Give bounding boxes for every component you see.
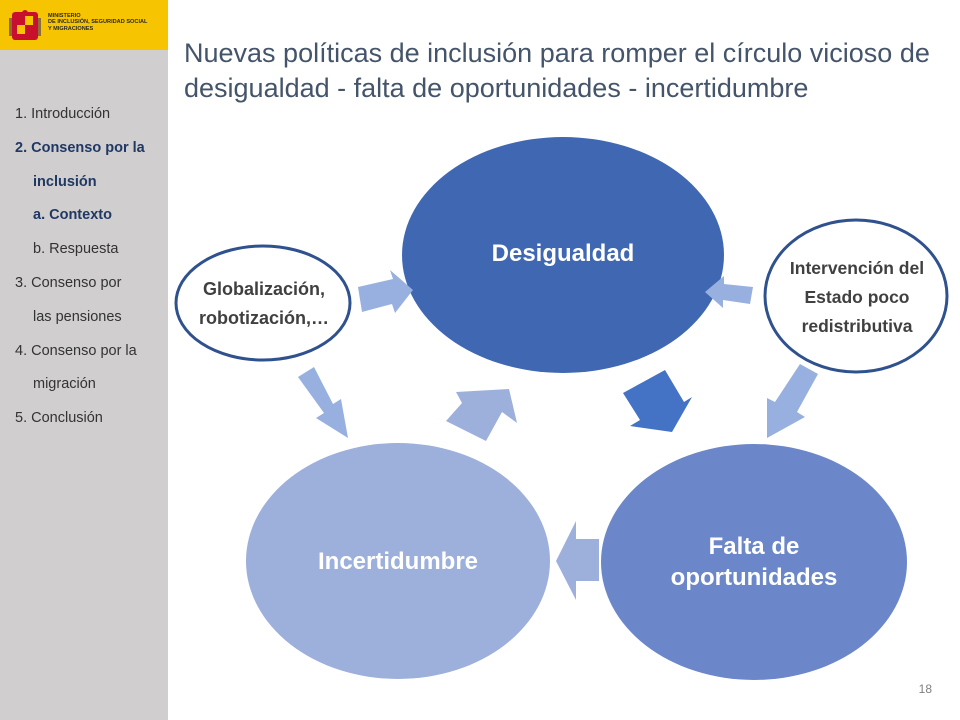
- sidebar-item-consenso-pensiones[interactable]: 3. Consenso por: [15, 274, 122, 291]
- arrow-falta-to-incertidumbre: [556, 521, 599, 600]
- globalizacion-label: Globalización, robotización,…: [199, 279, 329, 328]
- sidebar-item-introduccion[interactable]: 1. Introducción: [15, 106, 111, 122]
- sidebar-item-consenso-inclusion-cont[interactable]: inclusión: [33, 173, 97, 190]
- falta-oportunidades-label: Falta de oportunidades: [670, 533, 838, 591]
- page-number: 18: [918, 682, 932, 696]
- sidebar-item-consenso-migracion-cont[interactable]: migración: [33, 376, 96, 393]
- sidebar-item-conclusion[interactable]: 5. Conclusión: [15, 410, 103, 427]
- sidebar-item-consenso-pensiones-cont[interactable]: las pensiones: [33, 308, 122, 325]
- sidebar-item-contexto[interactable]: a. Contexto: [33, 207, 112, 224]
- arrow-intervencion-to-falta: [767, 364, 818, 438]
- ministry-name: MINISTERIO DE INCLUSIÓN, SEGURIDAD SOCIAL Y MIGRACIONES: [48, 13, 148, 32]
- arrow-incertidumbre-to-desigualdad: [446, 389, 517, 441]
- intervencion-label: Intervención del Estado poco redistributiva: [789, 257, 925, 336]
- incertidumbre-label: Incertidumbre: [317, 548, 479, 575]
- slide-title: Nuevas políticas de inclusión para romper el círculo vicioso de desigualdad - falta de oportunidades - incertidumbre: [184, 38, 930, 103]
- sidebar-item-consenso-inclusion[interactable]: 2. Consenso por la: [15, 139, 145, 156]
- sidebar-item-consenso-migracion[interactable]: 4. Consenso por la: [15, 342, 137, 359]
- desigualdad-label: Desigualdad: [491, 240, 635, 267]
- sidebar-item-respuesta[interactable]: b. Respuesta: [33, 241, 119, 258]
- arrow-desigualdad-to-falta: [623, 370, 692, 432]
- arrow-globalizacion-to-incertidumbre: [298, 367, 348, 438]
